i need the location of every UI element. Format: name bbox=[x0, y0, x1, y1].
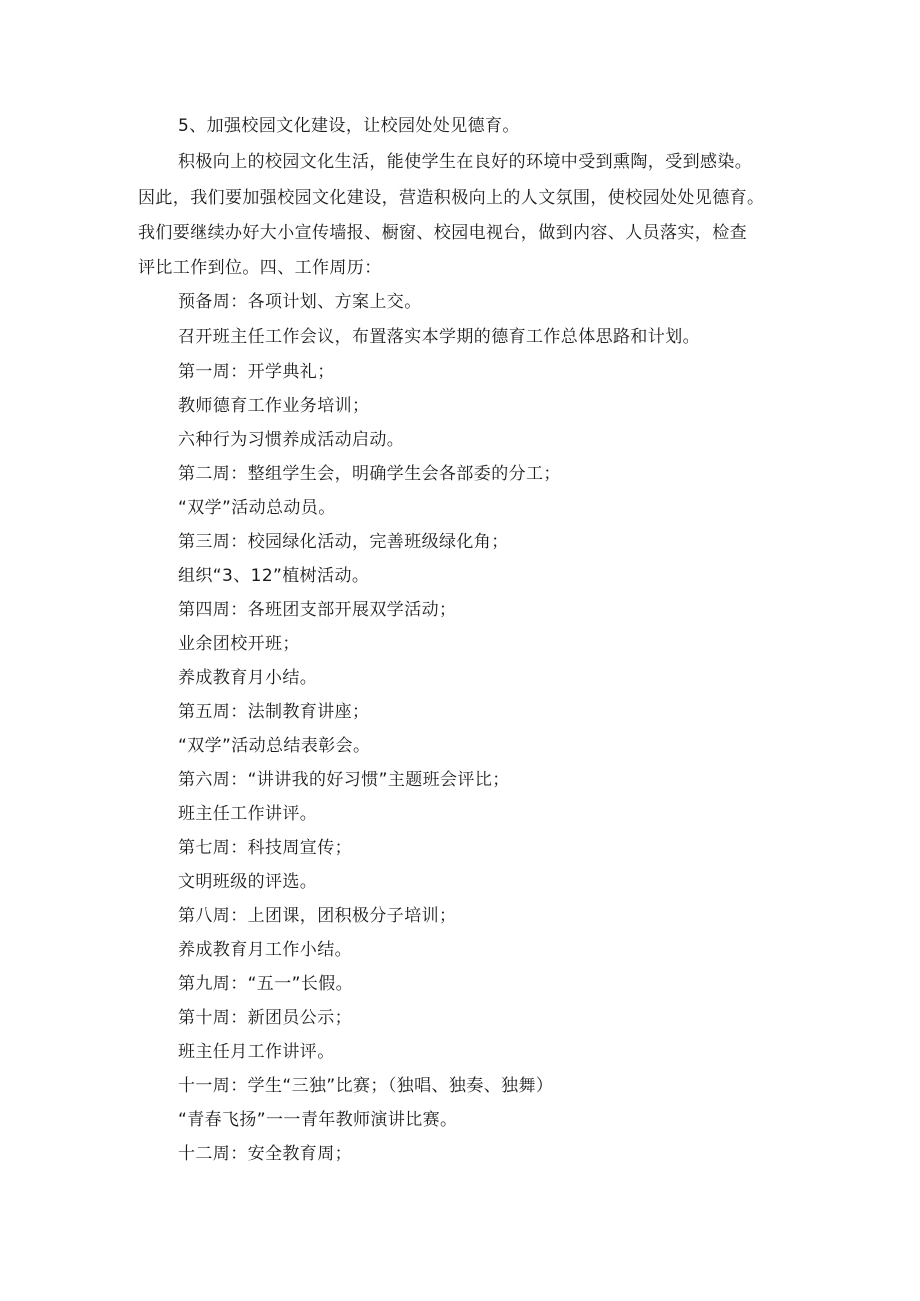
schedule-line: 第三周：校园绿化活动，完善班级绿化角； bbox=[178, 532, 509, 552]
schedule-line: 第八周：上团课，团积极分子培训； bbox=[178, 906, 457, 926]
schedule-line: 第九周：“五一”长假。 bbox=[178, 974, 354, 994]
schedule-line: 业余团校开班； bbox=[178, 634, 300, 654]
paragraph-line: 我们要继续办好大小宣传墙报、橱窗、校园电视台，做到内容、人员落实，检查 bbox=[138, 223, 747, 243]
schedule-line: 文明班级的评选。 bbox=[178, 872, 318, 892]
schedule-line: 预备周：各项计划、方案上交。 bbox=[178, 292, 422, 312]
schedule-line: 第六周：“讲讲我的好习惯”主题班会评比； bbox=[178, 770, 510, 790]
schedule-line: 班主任月工作讲评。 bbox=[178, 1042, 335, 1062]
schedule-line: 第五周：法制教育讲座； bbox=[178, 702, 370, 722]
paragraph-line: 积极向上的校园文化生活，能使学生在良好的环境中受到熏陶，受到感染。 bbox=[178, 152, 753, 172]
schedule-line: 养成教育月工作小结。 bbox=[178, 940, 352, 960]
schedule-line: 组织“3、12”植树活动。 bbox=[178, 566, 370, 586]
schedule-line: 第一周：开学典礼； bbox=[178, 362, 335, 382]
schedule-line: 十二周：安全教育周； bbox=[178, 1144, 352, 1164]
section-heading: 5、加强校园文化建设，让校园处处见德育。 bbox=[178, 116, 520, 136]
schedule-line: 召开班主任工作会议，布置落实本学期的德育工作总体思路和计划。 bbox=[178, 327, 700, 347]
schedule-line: 第七周：科技周宣传； bbox=[178, 838, 352, 858]
schedule-line: 六种行为习惯养成活动启动。 bbox=[178, 430, 405, 450]
schedule-line: 班主任工作讲评。 bbox=[178, 804, 318, 824]
schedule-line: 养成教育月小结。 bbox=[178, 668, 318, 688]
paragraph-line: 因此，我们要加强校园文化建设，营造积极向上的人文氛围，使校园处处见德育。 bbox=[138, 188, 765, 208]
schedule-line: 第十周：新团员公示； bbox=[178, 1008, 352, 1028]
schedule-line: 第二周：整组学生会，明确学生会各部委的分工； bbox=[178, 464, 561, 484]
paragraph-line: 评比工作到位。四、工作周历： bbox=[138, 258, 382, 278]
schedule-line: 第四周：各班团支部开展双学活动； bbox=[178, 600, 457, 620]
schedule-line: “双学”活动总动员。 bbox=[178, 498, 336, 518]
schedule-line: 十一周：学生“三独”比赛；（独唱、独奏、独舞） bbox=[178, 1076, 554, 1096]
schedule-line: “双学”活动总结表彰会。 bbox=[178, 736, 371, 756]
schedule-line: 教师德育工作业务培训； bbox=[178, 396, 370, 416]
schedule-line: “青春飞扬”一一青年教师演讲比赛。 bbox=[178, 1110, 458, 1130]
